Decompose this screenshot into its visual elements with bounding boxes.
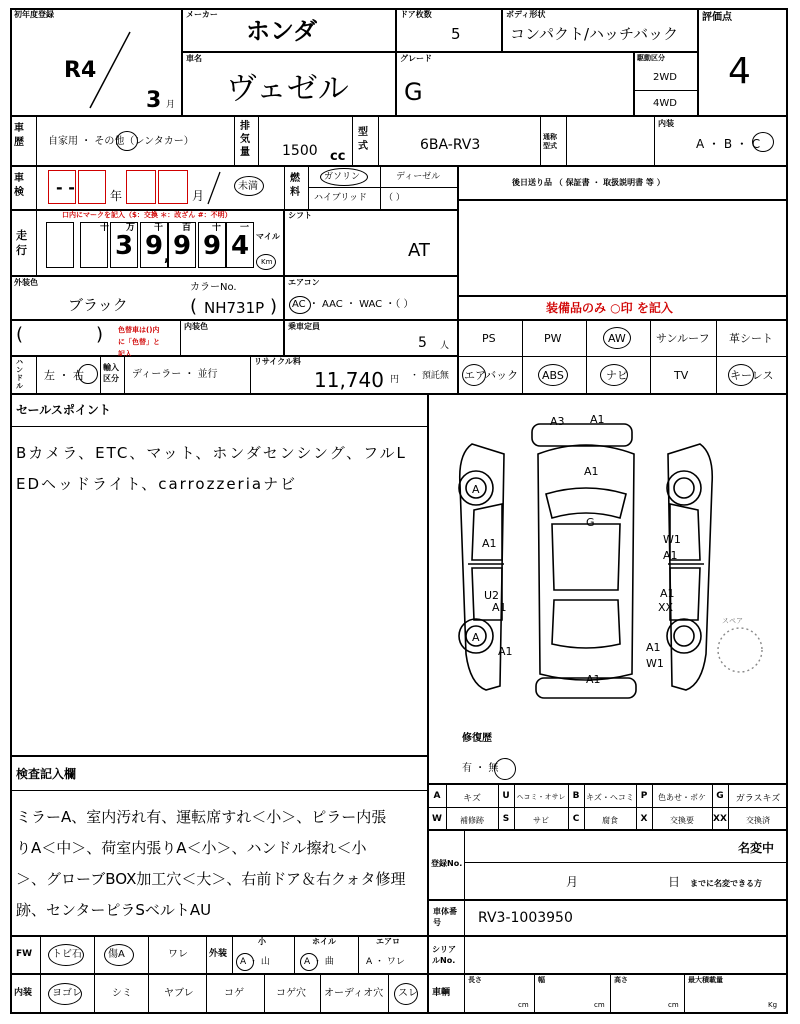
drive-4wd: 4WD [653,98,677,109]
aircon-label: エアコン [288,278,320,287]
legend-code-xx: XX [713,814,727,824]
fuel-label: 燃料 [290,173,300,198]
inspection-notes-label: 検査記入欄 [16,767,77,781]
ext-label: 外装 [209,949,228,959]
displacement-value: 1500 [282,143,318,159]
first-reg-month-unit: 月 [166,100,176,110]
legend-desc-c: 腐食 [602,816,618,825]
diag-spare-label: スペア [722,617,743,625]
diag-mark-rr-w1: W1 [646,657,664,670]
first-reg-slash [80,30,140,110]
grade-value: G [404,78,423,106]
handle-circle [78,364,98,384]
displacement-unit: cc [330,149,346,164]
interior-grades: A ・ B ・ C [696,137,761,151]
handle-value: 左 ・ 右 [44,369,84,382]
mileage-digit-5: 9 [198,222,226,268]
doors-label: ドア枚数 [400,10,432,19]
mileage-place-1: 十 [100,223,110,233]
mileage-place-6: 一 [240,223,250,233]
first-reg-era: R4 [64,58,97,83]
import-value: ディーラー ・ 並行 [132,369,218,380]
ext-small-value: A ・ 山 [240,957,270,967]
inspection-box-2 [78,170,106,204]
ext-aero-value: A ・ ワレ [366,957,405,967]
int-item-6: オーディオ穴 [324,988,384,999]
color-no-paren-l: ( [190,296,198,317]
model-label: 型式 [358,127,368,152]
diag-mark-front-a3: A3 [550,415,565,428]
mileage-mile-label: マイル [256,232,280,241]
int-paren-r: ) [96,324,104,345]
interior-grade-circle [752,132,774,152]
fuel-hybrid: ハイブリッド [314,193,368,203]
dims-width-unit: cm [594,1001,605,1009]
fuel-gasoline-circle [320,168,368,186]
int-item-4: コゲ [224,988,244,999]
legend-desc-w: 補修跡 [460,816,484,825]
equip-abs: ABS [542,369,564,382]
mileage-place-5: 十 [212,223,222,233]
maker-label: メーカー [186,10,218,19]
equip-airbag-circle [462,364,486,386]
diag-mark-lf-wheel: A [472,483,480,496]
mileage-place-3: 千 [154,223,164,233]
km-circle [256,254,276,270]
recycle-label: リサイクル料 [254,357,301,366]
mileage-digit-6: 4 [226,222,254,268]
int-item-1: ヨゴレ [52,988,82,999]
model-value: 6BA-RV3 [420,137,481,153]
capacity-value: 5 [418,335,427,351]
legend-code-b: B [572,791,580,801]
color-change-note: 色替車は()内に「色替」と記入 [118,326,160,358]
repair-label: 修復歴 [462,733,492,744]
color-no-value: NH731P [204,299,265,317]
grade-label: グレード [400,54,432,63]
fw-item-2: 傷A [108,949,125,960]
history-value: 自家用 ・ その他（レンタカー） [48,136,194,147]
inspection-notes-line3: ＞、グローブBOX加工穴＜大＞、右前ドア＆右クォタ修理 [16,870,406,888]
diag-mark-rf-a1: A1 [663,549,678,562]
mileage-km-label: Km [261,258,273,266]
recycle-yen: 円 [390,375,400,385]
repair-value: 有 ・ 無 [462,763,499,774]
legend-code-a: A [433,791,441,801]
sales-points-label: セールスポイント [16,403,111,417]
inspection-box-3 [126,170,156,204]
legend-desc-p: 色あせ・ボケ [658,793,706,802]
ext-aero-label: エアロ [376,937,400,946]
body-label: ボディ形状 [506,10,546,19]
registration-month-unit: 月 [566,875,579,889]
dims-length-label: 長さ [468,976,482,984]
fuel-gasoline: ガソリン [324,172,361,182]
fuel-other: （ ） [384,193,405,203]
inspection-label: 車検 [14,173,24,198]
legend-code-g: G [716,791,724,801]
documents-value: 後日送り品 （ 保証書 ・ 取扱説明書 等 ） [512,178,665,187]
ext-small-label: 小 [258,937,266,946]
car-name-label: 車名 [186,54,202,63]
aircon-circle [289,296,311,314]
equip-navi: ナビ [606,369,628,382]
documents-blank [458,200,788,296]
equip-tv: TV [674,369,689,382]
legend-code-w: W [432,814,442,824]
shift-label: シフト [288,211,312,220]
diag-mark-front-a1: A1 [590,413,605,426]
first-reg-month: 3 [146,88,162,113]
shift-value: AT [408,240,430,261]
score-value: 4 [728,51,751,92]
int-item-1-circle [48,983,82,1005]
vin-label: 車体番号 [433,907,457,927]
dims-height-label: 高さ [614,976,628,984]
diag-mark-rear-a1: A1 [586,673,601,686]
inspection-value: - - [56,178,75,197]
displacement-label: 排気量 [240,121,250,158]
body-value: コンパクト/ハッチバック [510,25,679,43]
equip-keyless-circle [728,364,754,386]
interior-label: 内装 [658,119,674,128]
ext-small-circle [236,953,254,971]
serial-label: シリアルNo. [432,945,456,965]
inspection-uninspected: 未満 [238,181,258,192]
inspection-box-4 [158,170,188,204]
diag-mark-rr-a1: A1 [660,587,675,600]
int-item-7-circle [394,983,418,1005]
mileage-comma-1: , [164,249,170,265]
diag-mark-lr-quarter: A1 [498,645,513,658]
mileage-place-4: 百 [182,223,192,233]
registration-name-change: 名変中 [738,841,775,855]
mileage-digit-1 [46,222,74,268]
uninspected-circle [234,176,264,196]
diag-mark-lr-wheel: A [472,631,480,644]
mileage-digit-4: 9 [168,222,196,268]
int-color-label: 内装色 [184,322,208,331]
inspection-year-unit: 年 [110,189,123,203]
inspection-notes-line2: りA＜中＞、荷室内張りA＜小＞、ハンドル擦れ＜小 [16,839,367,857]
dims-cell [428,974,788,1014]
mileage-note: 口内にマークを記入（$：交換 ＊：改ざん #：不明） [62,211,232,219]
handle-label: ハンドル [16,358,23,390]
fw-label: FW [16,949,33,959]
equip-pw: PW [544,332,562,345]
fw-item-1-circle [48,944,84,966]
mileage-label: 走行 [16,229,27,257]
legend-desc-s: サビ [533,816,549,825]
int-item-3: ヤブレ [164,988,194,999]
aircon-value: AC ・ AAC ・ WAC ・（ ） [292,299,414,310]
diag-mark-rr-xx: XX [658,601,674,614]
vin-value: RV3-1003950 [478,910,573,926]
dims-load-label: 最大積載量 [688,976,723,984]
repair-none-circle [494,758,516,780]
drive-label: 駆動区分 [637,54,665,62]
fw-item-1: トビ石 [52,949,82,960]
legend-desc-a: キズ [463,794,481,804]
registration-note: までに名変できる方 [690,879,762,888]
diag-mark-roof-g: G [586,516,595,529]
car-name-value: ヴェゼル [226,71,349,107]
diag-mark-lr-u2: U2 [484,589,500,602]
fw-item-2-circle [104,944,134,966]
equip-navi-circle [600,364,628,386]
dims-height-unit: cm [668,1001,679,1009]
capacity-unit: 人 [440,341,450,351]
dims-label: 車輌 [432,988,451,998]
mileage-digit-2: 3 [110,222,138,268]
history-label: 車歴 [14,123,24,148]
int-item-5: コゲ穴 [276,988,306,999]
ext-color-label: 外装色 [14,278,38,287]
legend-code-p: P [640,791,648,801]
color-no-paren-r: ) [270,296,278,317]
maker-value: ホンダ [246,17,318,45]
inspection-month-unit: 月 [192,189,205,203]
history-circle [116,131,138,151]
dims-length-unit: cm [518,1001,529,1009]
color-no-label: カラーNo. [190,282,237,293]
first-reg-label: 初年度登録 [14,10,54,19]
diag-mark-rf-w1: W1 [663,533,681,546]
legend-desc-g: ガラスキズ [735,794,781,804]
inspection-slash [204,170,224,206]
diag-mark-hood-a1: A1 [584,465,599,478]
capacity-label: 乗車定員 [288,322,320,331]
mileage-place-2: 万 [126,223,136,233]
int-item-2: シミ [112,988,132,999]
ext-wheel-circle [300,953,318,971]
dims-load-unit: Kg [768,1001,778,1009]
inspection-notes-line1: ミラーA、室内汚れ有、運転席すれ＜小＞、ピラー内張 [16,808,387,826]
registration-cell [428,830,788,900]
legend-desc-x: 交換要 [670,816,694,825]
equip-aw: AW [608,332,626,345]
legend-desc-b: キズ・ヘコミ [586,793,634,802]
doors-value: 5 [451,25,461,43]
ext-wheel-label: ホイル [312,937,336,946]
equip-note: 装備品のみ ○印 を記入 [546,301,673,315]
drive-2wd: 2WD [653,72,677,83]
legend-desc-u: ヘコミ・オサレ [516,793,566,801]
equip-sunroof: サンルーフ [656,332,710,345]
recycle-deposit: ・ 預託無 [410,371,449,381]
ext-wheel-value: A ・ 曲 [304,957,334,967]
diag-mark-lf-door: A1 [482,537,497,550]
int-item-7: スレ [398,988,418,999]
registration-label: 登録No. [431,859,463,868]
mileage-digit-3: 9 [140,222,168,268]
equip-airbag: エアバック [464,369,519,382]
fw-item-3: ワレ [168,949,188,960]
equip-leather: 革シート [729,332,773,345]
sales-points-line1: Bカメラ、ETC、マット、ホンダセンシング、フルL [16,444,407,462]
dims-width-label: 幅 [538,976,545,984]
legend-code-u: U [502,791,510,801]
fuel-diesel: ディーゼル [396,172,441,182]
ext-color-value: ブラック [68,296,128,314]
equip-aw-circle [603,327,631,349]
inspection-notes-line4: 跡、センターピラSベルトAU [16,901,212,919]
diag-mark-rr-a1-2: A1 [646,641,661,654]
score-label: 評価点 [702,12,732,23]
int-label: 内装 [14,988,33,998]
common-model-label: 通称型式 [543,133,557,150]
diag-mark-lr-a1: A1 [492,601,507,614]
legend-desc-xx: 交換済 [746,816,770,825]
equip-ps: PS [482,332,496,345]
sales-points-line2: EDヘッドライト、carrozzeriaナビ [16,475,298,493]
legend-code-c: C [572,814,580,824]
legend-code-s: S [502,814,510,824]
int-paren-l: ( [16,324,24,345]
legend-code-x: X [640,814,648,824]
equip-keyless: キーレス [730,369,774,382]
serial-cell [428,936,788,974]
equip-abs-circle [538,364,568,386]
recycle-amount: 11,740 [314,368,384,392]
car-diagram [428,394,788,784]
registration-day-unit: 日 [668,875,681,889]
import-label: 輸入区分 [103,363,119,383]
